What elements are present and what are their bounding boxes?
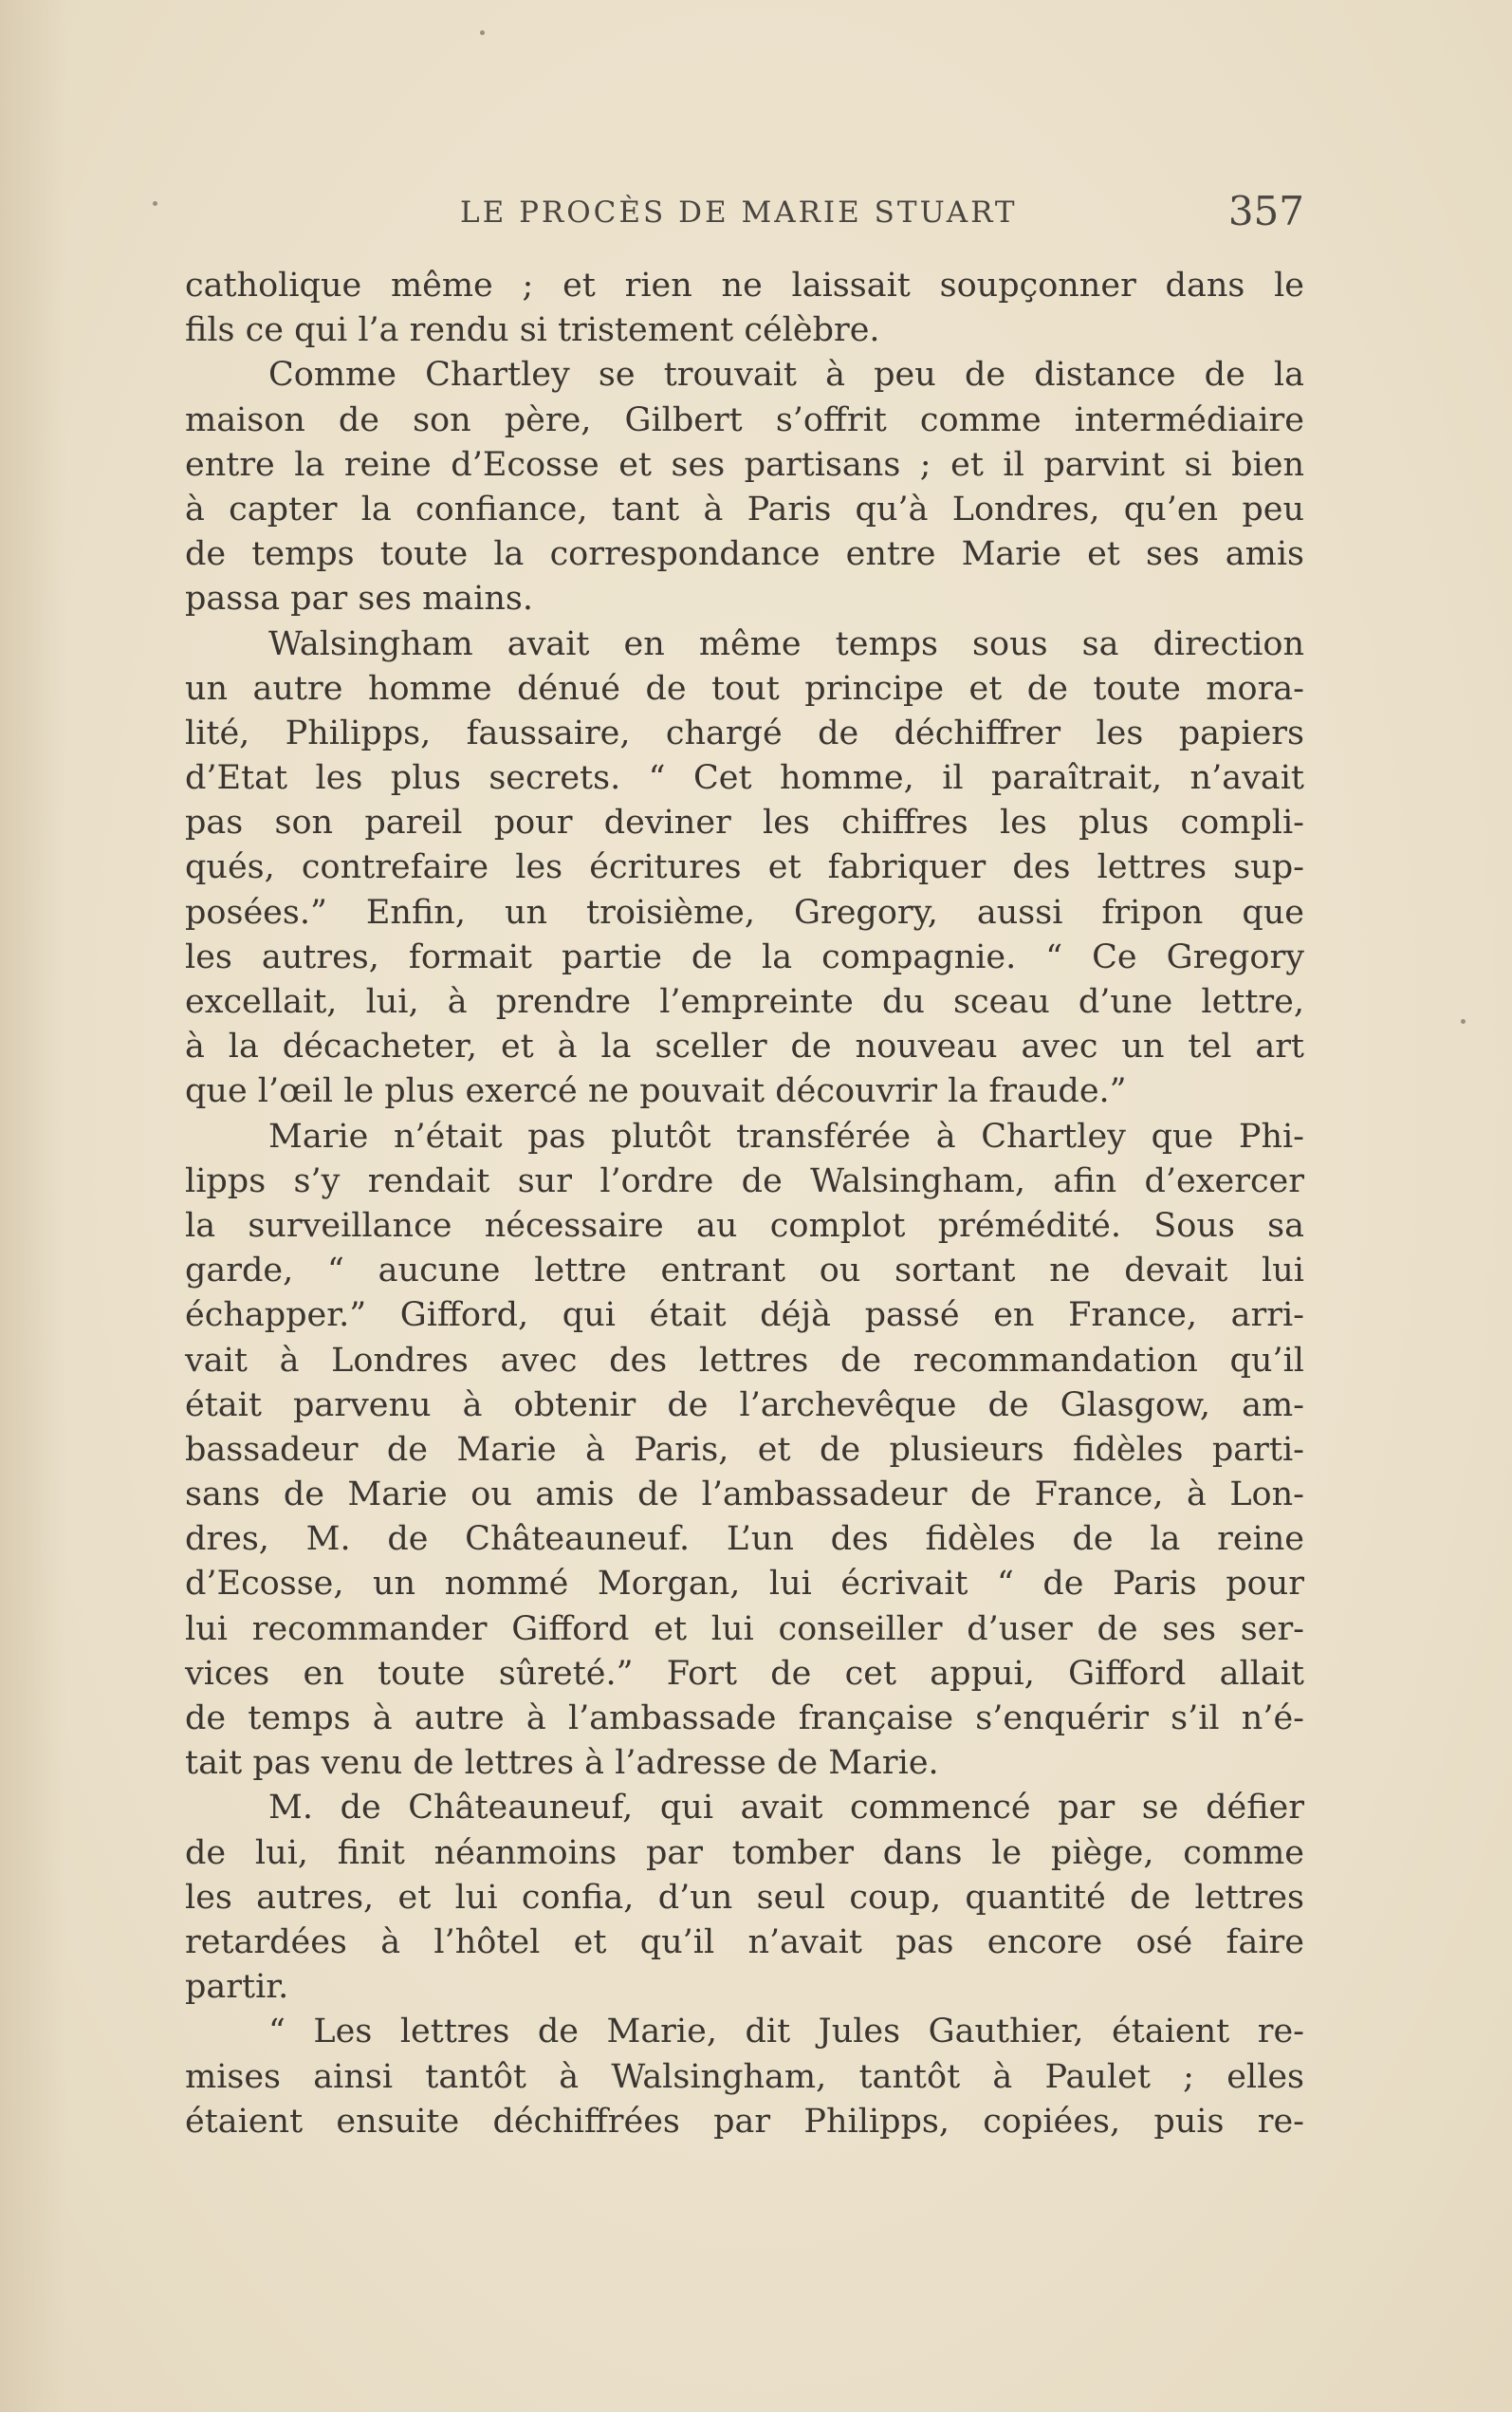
text-line: fils ce qui l’a rendu si tristement célèbre. [185,311,880,350]
text-line: retardées à l’hôtel et qu’il n’avait pas encore osé faire [185,1922,1304,1961]
text-line: de temps à autre à l’ambassade française s’enquérir s’il n’é- [185,1699,1304,1737]
text-line: mises ainsi tantôt à Walsingham, tantôt à Paulet ; elles [185,2057,1304,2096]
text-line: de temps toute la correspondance entre Marie et ses amis [185,535,1304,574]
text-line: un autre homme dénué de tout principe et de toute mora- [185,669,1304,708]
text-line: lipps s’y rendait sur l’ordre de Walsingham, afin d’exercer [185,1161,1304,1200]
text-line: Comme Chartley se trouvait à peu de distance de la [268,356,1304,395]
text-line: les autres, et lui confia, d’un seul coup, quantité de lettres [185,1878,1304,1917]
text-line: étaient ensuite déchiffrées par Philipps, copiées, puis re- [185,2102,1304,2141]
text-line: posées.” Enfin, un troisième, Gregory, aussi fripon que [185,893,1304,932]
text-line: Marie n’était pas plutôt transférée à Chartley que Phi- [268,1117,1304,1156]
text-line: passa par ses mains. [185,580,533,619]
text-line: vices en toute sûreté.” Fort de cet appui, Gifford allait [185,1654,1304,1693]
text-line: la surveillance nécessaire au complot prémédité. Sous sa [185,1206,1304,1245]
page-header [185,186,1304,243]
gutter-shadow [0,0,66,2412]
text-line: entre la reine d’Ecosse et ses partisans ; et il parvint si bien [185,445,1304,484]
text-line: vait à Londres avec des lettres de recommandation qu’il [185,1341,1304,1380]
text-line: lité, Philipps, faussaire, chargé de déchiffrer les papiers [185,714,1304,752]
text-line: qués, contrefaire les écritures et fabriquer des lettres sup- [185,848,1304,887]
text-line: sans de Marie ou amis de l’ambassadeur de France, à Lon- [185,1475,1304,1514]
text-line: tait pas venu de lettres à l’adresse de Marie. [185,1744,939,1783]
text-line: Walsingham avait en même temps sous sa direction [268,624,1304,663]
text-line: catholique même ; et rien ne laissait soupçonner dans le [185,267,1304,305]
body-text [185,264,1304,2144]
page-number: 357 [1227,188,1304,234]
text-line: partir. [185,1968,289,2007]
page-speck [153,201,157,206]
text-line: que l’œil le plus exercé ne pouvait découvrir la fraude.” [185,1072,1127,1111]
text-line: d’Etat les plus secrets. “ Cet homme, il paraîtrait, n’avait [185,759,1304,798]
page-speck [480,30,485,35]
running-title: LE PROCÈS DE MARIE STUART [460,195,1018,230]
text-line: dres, M. de Châteauneuf. L’un des fidèles de la reine [185,1520,1304,1559]
text-line: “ Les lettres de Marie, dit Jules Gauthier, étaient re- [268,2013,1304,2051]
page-speck [1461,1019,1466,1024]
text-line: pas son pareil pour deviner les chiffres les plus compli- [185,804,1304,843]
text-line: à capter la confiance, tant à Paris qu’à Londres, qu’en peu [185,490,1304,529]
text-line: M. de Châteauneuf, qui avait commencé par se défier [268,1789,1304,1828]
text-line: d’Ecosse, un nommé Morgan, lui écrivait “ de Paris pour [185,1565,1304,1604]
text-line: à la décacheter, et à la sceller de nouveau avec un tel art [185,1028,1304,1067]
text-line: excellait, lui, à prendre l’empreinte du sceau d’une lettre, [185,983,1304,1021]
text-line: échapper.” Gifford, qui était déjà passé en France, arri- [185,1296,1304,1335]
text-line: maison de son père, Gilbert s’offrit comme intermédiaire [185,400,1304,439]
text-line: était parvenu à obtenir de l’archevêque de Glasgow, am- [185,1385,1304,1424]
text-line: de lui, finit néanmoins par tomber dans le piège, comme [185,1833,1304,1872]
text-line: garde, “ aucune lettre entrant ou sortant ne devait lui [185,1252,1304,1290]
text-line: bassadeur de Marie à Paris, et de plusieurs fidèles parti- [185,1430,1304,1469]
text-line: lui recommander Gifford et lui conseiller d’user de ses ser- [185,1609,1304,1648]
text-line: les autres, formait partie de la compagnie. “ Ce Gregory [185,937,1304,976]
